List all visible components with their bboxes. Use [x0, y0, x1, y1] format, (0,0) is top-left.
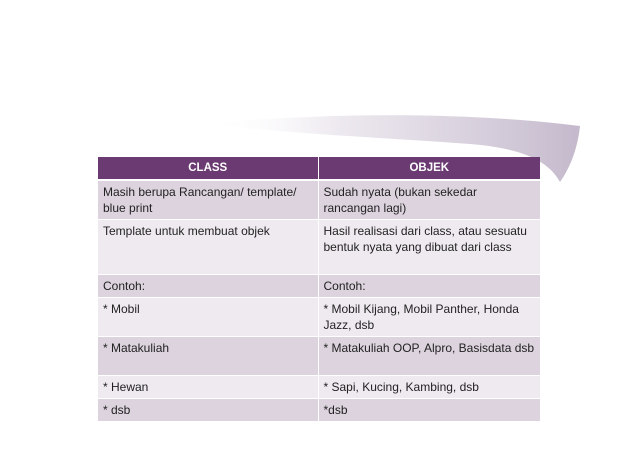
objek-cell: * Mobil Kijang, Mobil Panther, Honda Jazz, dsb	[318, 298, 540, 337]
class-cell: Contoh:	[98, 275, 318, 298]
header-objek: OBJEK	[318, 157, 540, 180]
class-cell: * Matakuliah	[98, 337, 318, 376]
class-cell: Masih berupa Rancangan/ template/ blue print	[98, 180, 318, 220]
class-cell: Template untuk membuat objek	[98, 220, 318, 275]
class-cell: * Hewan	[98, 376, 318, 399]
table-row	[98, 399, 540, 422]
table-row	[98, 220, 540, 275]
objek-cell: Hasil realisasi dari class, atau sesuatu bentuk nyata yang dibuat dari class	[318, 220, 540, 275]
objek-cell: *dsb	[318, 399, 540, 422]
objek-cell: Contoh:	[318, 275, 540, 298]
table-row	[98, 298, 540, 337]
objek-cell: Sudah nyata (bukan sekedar rancangan lagi)	[318, 180, 540, 220]
table-row	[98, 180, 540, 220]
header-class: CLASS	[98, 157, 318, 180]
class-cell: * Mobil	[98, 298, 318, 337]
class-cell: * dsb	[98, 399, 318, 422]
objek-cell: * Matakuliah OOP, Alpro, Basisdata dsb	[318, 337, 540, 376]
table-row	[98, 376, 540, 399]
table-row	[98, 337, 540, 376]
objek-cell: * Sapi, Kucing, Kambing, dsb	[318, 376, 540, 399]
table-row	[98, 275, 540, 298]
class-objek-table	[98, 157, 540, 422]
table-header-row	[98, 157, 540, 180]
